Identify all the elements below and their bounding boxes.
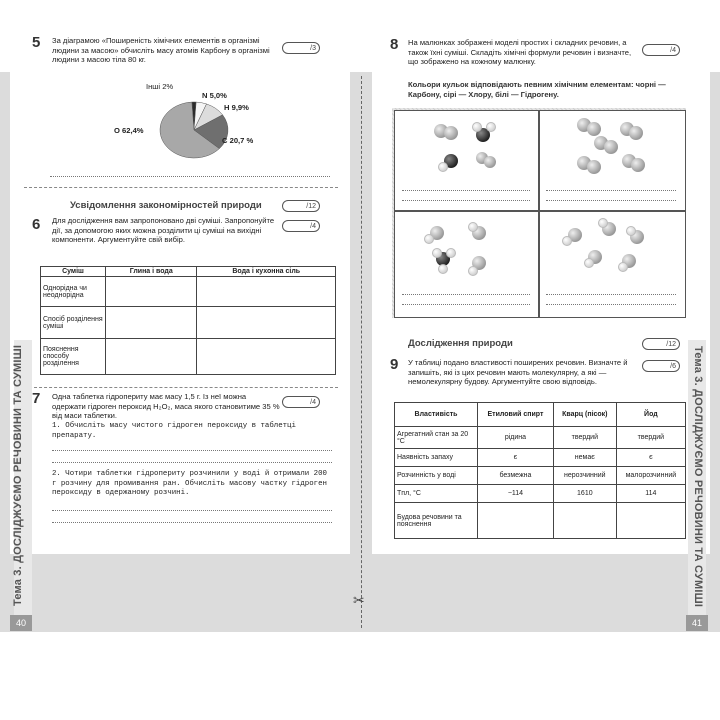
t9-row-label: Наявність запаху bbox=[395, 449, 478, 467]
cl-atom bbox=[444, 126, 458, 140]
cl-atom bbox=[629, 126, 643, 140]
t9-cell: твердий bbox=[553, 427, 616, 449]
t9-cell: немає bbox=[553, 449, 616, 467]
pie-label-h: H 9,9% bbox=[224, 103, 249, 112]
h-atom bbox=[446, 248, 456, 258]
t9-cell: 1610 bbox=[553, 485, 616, 503]
answer-line bbox=[546, 190, 676, 191]
cl-atom bbox=[604, 140, 618, 154]
task7-q1: 1. Обчисліть масу чистого гідроген пероксиду в таблетці препарату. bbox=[52, 422, 296, 440]
model-cell-2[interactable] bbox=[539, 110, 686, 211]
t9-row-label: Агрегатний стан за 20 °С bbox=[395, 427, 478, 449]
t6-header-0: Суміш bbox=[41, 267, 106, 277]
page-number-right: 41 bbox=[686, 615, 708, 631]
answer-line bbox=[52, 450, 332, 451]
task6-score[interactable]: /4 bbox=[282, 220, 320, 232]
model-cell-1[interactable] bbox=[394, 110, 539, 211]
h-atom bbox=[618, 262, 628, 272]
task6-table bbox=[40, 266, 336, 375]
h-atom bbox=[438, 162, 448, 172]
task9-number: 9 bbox=[390, 356, 399, 373]
task8-number: 8 bbox=[390, 36, 399, 53]
h-atom bbox=[562, 236, 572, 246]
divider bbox=[24, 187, 338, 188]
cl-atom bbox=[484, 156, 496, 168]
t6-answer-cell[interactable] bbox=[197, 307, 336, 339]
answer-line bbox=[50, 176, 330, 177]
task8-text: На малюнках зображені моделі простих і складних речовин, а також їхні суміші. Складіть хімічні формули речовин і визначте, що зображено на кожному малюнку. bbox=[408, 38, 632, 67]
task9-score[interactable]: /6 bbox=[642, 360, 680, 372]
t9-cell: безмежна bbox=[478, 467, 554, 485]
t9-row-label: Розчинність у воді bbox=[395, 467, 478, 485]
t9-answer-cell[interactable] bbox=[616, 503, 685, 539]
t6-row-label: Пояснення способу розділення bbox=[41, 339, 106, 375]
right-page bbox=[372, 4, 710, 554]
task7-q2: 2. Чотири таблетки гідропериту розчинили у воді й отримали 200 г розчину для промивання ран. Обчисліть масову частку гідроген пероксиду в одержаному розчині. bbox=[52, 470, 327, 498]
cl-atom bbox=[631, 158, 645, 172]
task6-number: 6 bbox=[32, 216, 41, 233]
t9-row-label: Tпл, °С bbox=[395, 485, 478, 503]
t6-answer-cell[interactable] bbox=[106, 277, 197, 307]
section-title: Усвідомлення закономірностей природи bbox=[70, 200, 262, 211]
t9-cell: є bbox=[478, 449, 554, 467]
section-title: Дослідження природи bbox=[408, 338, 513, 349]
task9-table bbox=[394, 402, 686, 539]
cl-atom bbox=[587, 160, 601, 174]
task7-score[interactable]: /4 bbox=[282, 396, 320, 408]
t9-header-1: Етиловий спирт bbox=[478, 403, 554, 427]
t6-answer-cell[interactable] bbox=[197, 339, 336, 375]
h-atom bbox=[432, 248, 442, 258]
h-atom bbox=[486, 122, 496, 132]
t9-answer-cell[interactable] bbox=[553, 503, 616, 539]
t9-answer-cell[interactable] bbox=[478, 503, 554, 539]
t9-header-2: Кварц (пісок) bbox=[553, 403, 616, 427]
pie-label-other: Інші 2% bbox=[146, 82, 174, 91]
task7-number: 7 bbox=[32, 390, 41, 407]
h-atom bbox=[626, 226, 636, 236]
left-side-title: Тема 3. ДОСЛІДЖУЄМО РЕЧОВИНИ ТА СУМІШІ bbox=[12, 344, 24, 606]
h-atom bbox=[438, 264, 448, 274]
t6-answer-cell[interactable] bbox=[197, 277, 336, 307]
h-atom bbox=[472, 122, 482, 132]
t9-cell: −114 bbox=[478, 485, 554, 503]
cl-atom bbox=[587, 122, 601, 136]
h-atom bbox=[468, 222, 478, 232]
t6-header-1: Глина і вода bbox=[106, 267, 197, 277]
t9-cell: нерозчинний bbox=[553, 467, 616, 485]
answer-line bbox=[52, 510, 332, 511]
h-atom bbox=[584, 258, 594, 268]
section-score[interactable]: /12 bbox=[642, 338, 680, 350]
t6-answer-cell[interactable] bbox=[106, 339, 197, 375]
t9-cell: твердий bbox=[616, 427, 685, 449]
divider bbox=[24, 387, 338, 388]
answer-line bbox=[546, 294, 676, 295]
cut-line bbox=[361, 76, 362, 628]
page-number-left: 40 bbox=[10, 615, 32, 631]
t9-cell: 114 bbox=[616, 485, 685, 503]
answer-line bbox=[52, 462, 332, 463]
h-atom bbox=[598, 218, 608, 228]
section-score[interactable]: /12 bbox=[282, 200, 320, 212]
pie-label-n: N 5,0% bbox=[202, 91, 227, 100]
t9-cell: є bbox=[616, 449, 685, 467]
answer-line bbox=[546, 304, 676, 305]
task5-number: 5 bbox=[32, 34, 41, 51]
pie-chart bbox=[10, 74, 350, 184]
right-side-title: Тема 3. ДОСЛІДЖУЄМО РЕЧОВИНИ ТА СУМІШІ bbox=[692, 346, 704, 608]
t6-row-label: Спосіб розділення суміші bbox=[41, 307, 106, 339]
task6-text: Для дослідження вам запропоновано дві суміші. Запропонуйте дії, за допомогою яких можна розділити ці суміші на вихідні компоненти. Аргументуйте свій вибір. bbox=[52, 216, 275, 245]
task5-text: За діаграмою «Поширеність хімічних елементів в організмі людини за масою» обчисліть масу атомів Карбону в організмі людини з масою тіла 80 кг. bbox=[52, 36, 270, 65]
task5-score[interactable]: /3 bbox=[282, 42, 320, 54]
answer-line bbox=[546, 200, 676, 201]
t6-row-label: Однорідна чи неоднорідна bbox=[41, 277, 106, 307]
h-atom bbox=[468, 266, 478, 276]
answer-line bbox=[402, 200, 530, 201]
task8-score[interactable]: /4 bbox=[642, 44, 680, 56]
task9-text: У таблиці подано властивості поширених речовин. Визначте й запишіть, які із цих речовин мають молекулярну, а які — немолекулярну будову. Аргументуйте свою відповідь. bbox=[408, 358, 628, 387]
left-page bbox=[10, 4, 350, 554]
model-cell-3[interactable] bbox=[394, 211, 539, 318]
t6-header-2: Вода і кухонна сіль bbox=[197, 267, 336, 277]
pie-label-o: O 62,4% bbox=[114, 126, 144, 135]
task7-text: Одна таблетка гідропериту має масу 1,5 г. Із неї можна одержати гідроген пероксид H₂O₂, маса якого становитиме 35 % від маси таблетки. bbox=[52, 392, 280, 421]
answer-line bbox=[52, 522, 332, 523]
t9-header-3: Йод bbox=[616, 403, 685, 427]
task8-colors-note: Кольори кульок відповідають певним хімічним елементам: чорні — Карбону, сірі — Хлору, білі — Гідрогену. bbox=[408, 80, 666, 99]
answer-line bbox=[402, 190, 530, 191]
answer-line bbox=[402, 304, 530, 305]
scissors-icon: ✂ bbox=[353, 592, 365, 608]
answer-line bbox=[402, 294, 530, 295]
h-atom bbox=[424, 234, 434, 244]
t6-answer-cell[interactable] bbox=[106, 307, 197, 339]
t9-header-0: Властивість bbox=[395, 403, 478, 427]
t9-cell: рідина bbox=[478, 427, 554, 449]
pie-label-c: C 20,7 % bbox=[222, 136, 254, 145]
t9-cell: малорозчинний bbox=[616, 467, 685, 485]
t9-row-label: Будова речовини та пояснення bbox=[395, 503, 478, 539]
